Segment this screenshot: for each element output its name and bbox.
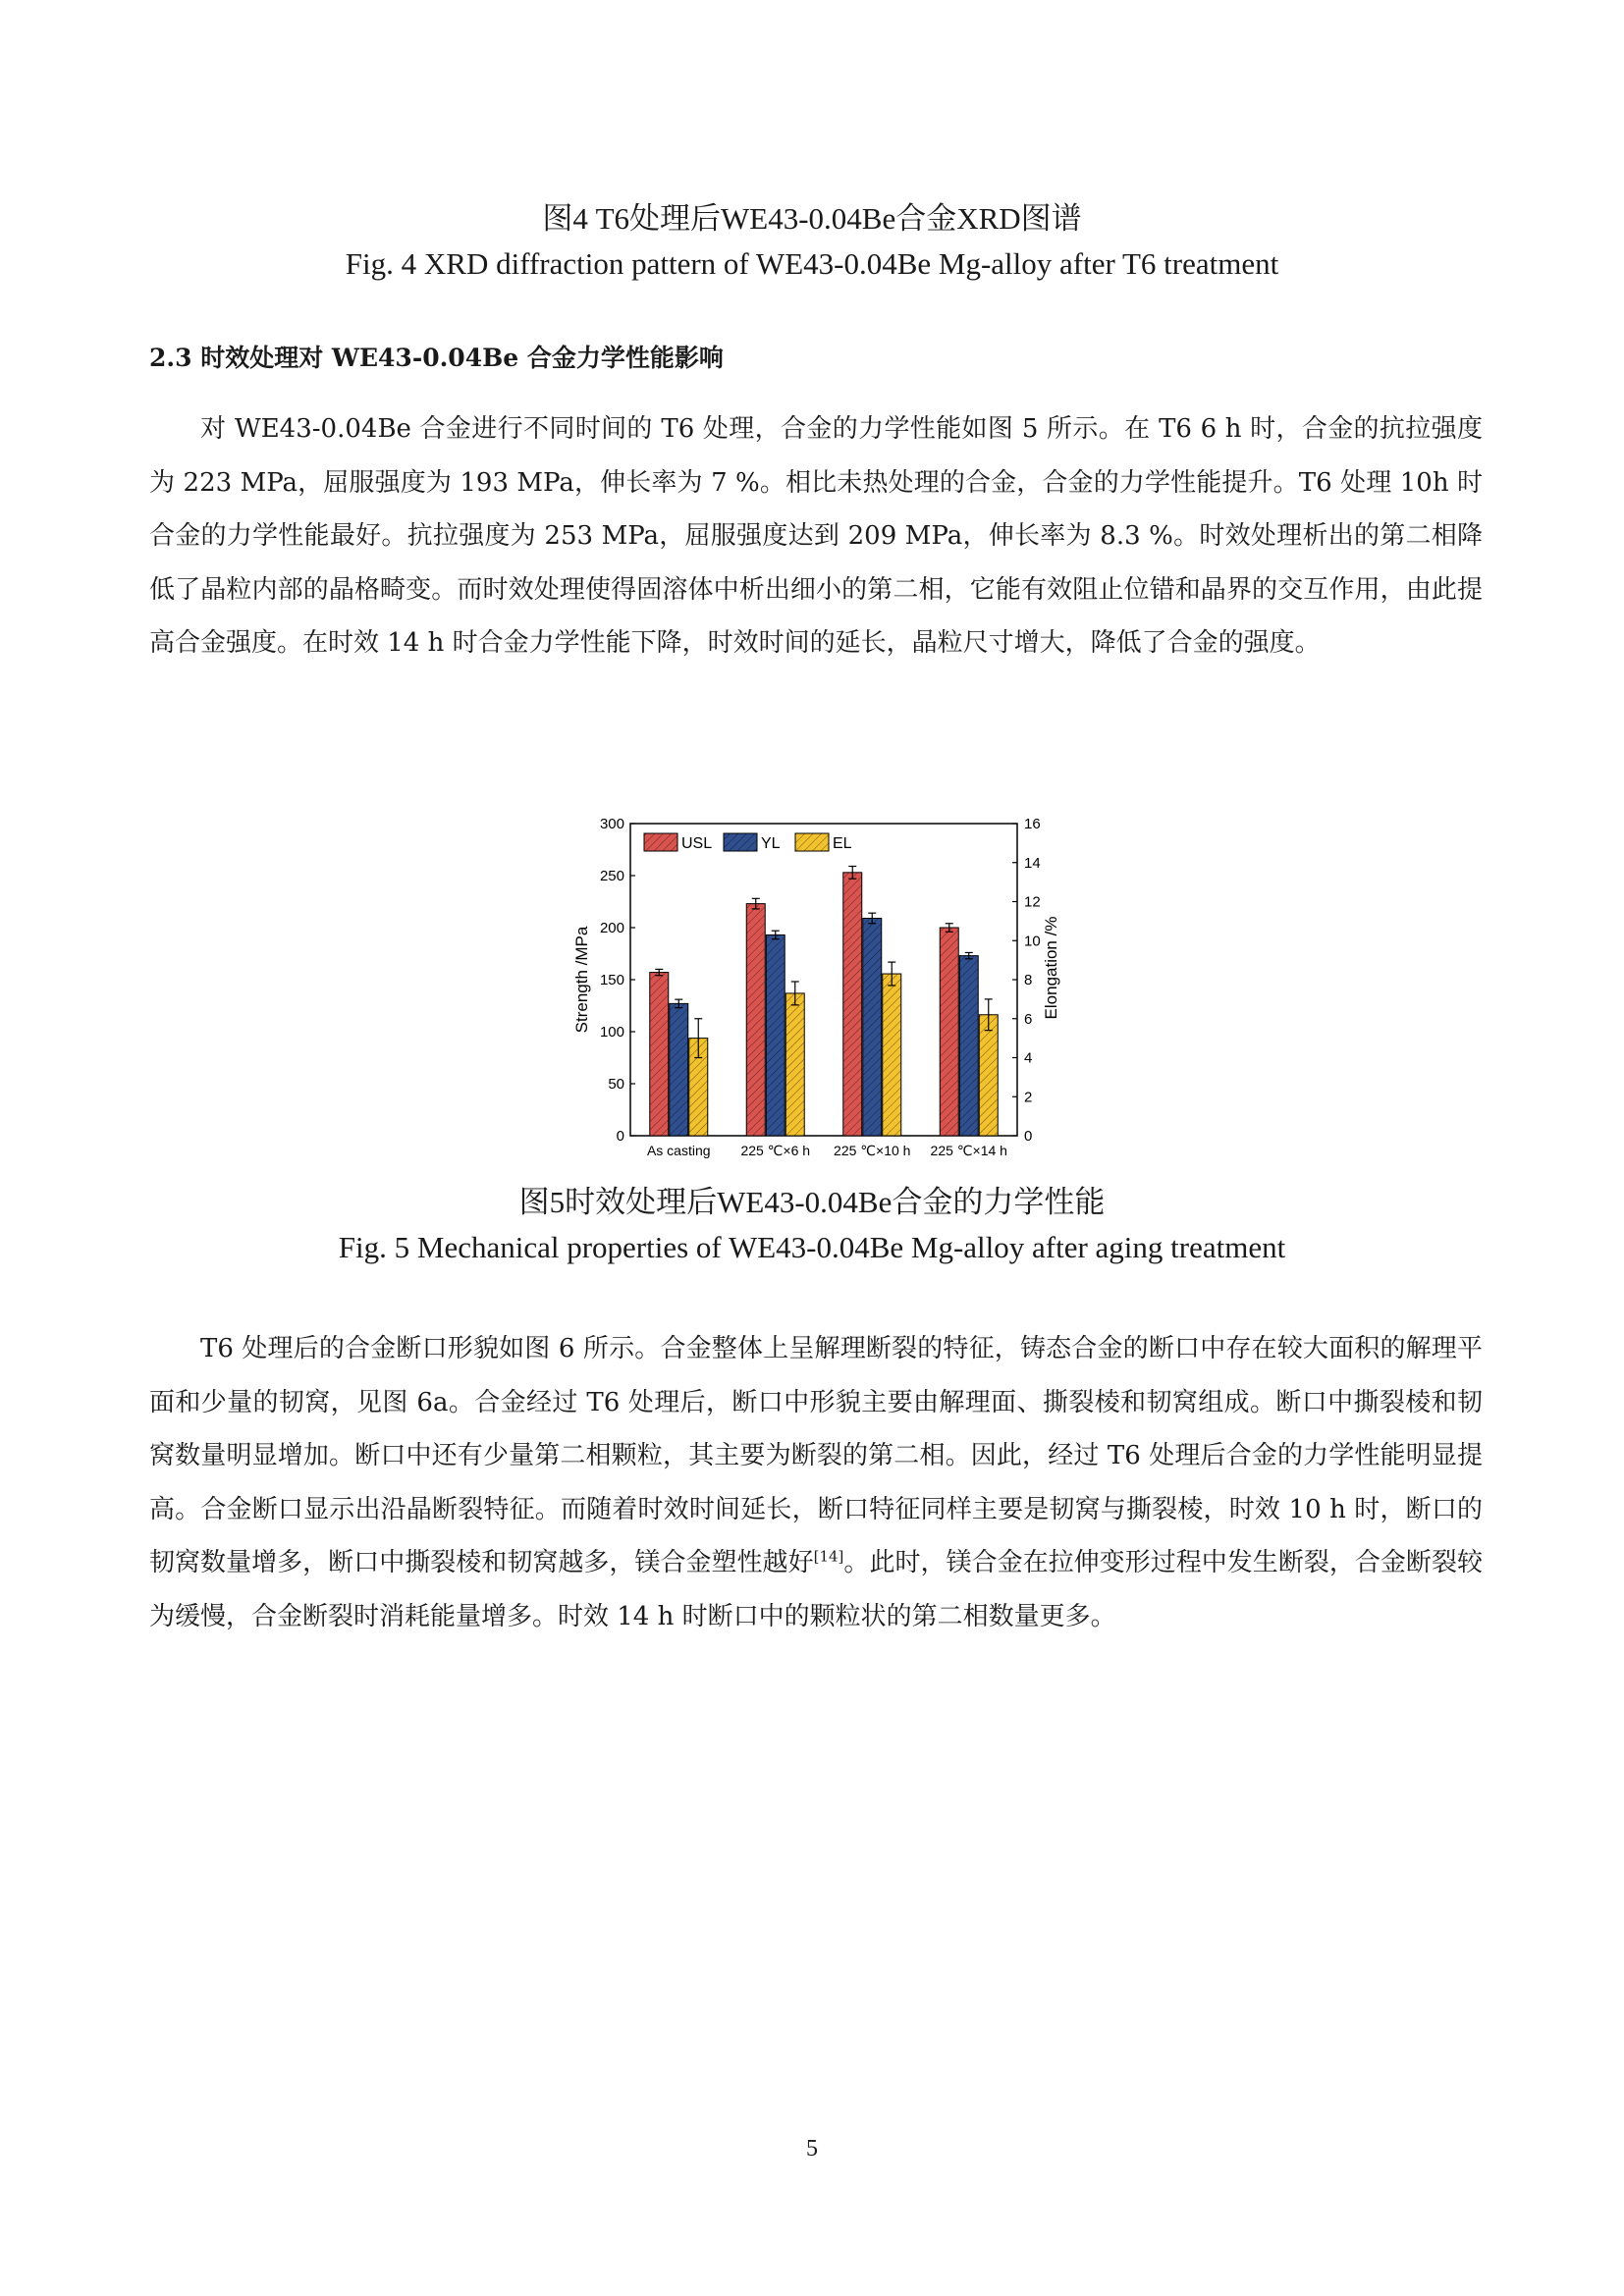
y-left-tick-label: 100 [599, 1024, 624, 1041]
y-right-tick-label: 2 [1024, 1089, 1033, 1106]
x-tick-label: 225 ℃×10 h [834, 1143, 911, 1158]
legend-hatch [795, 833, 829, 851]
x-tick-label: As casting [646, 1143, 711, 1158]
legend-label-usl: USL [681, 835, 713, 852]
x-tick-label: 225 ℃×14 h [930, 1143, 1007, 1158]
y-right-tick-label: 14 [1024, 854, 1041, 872]
y-left-tick-label: 200 [599, 920, 624, 936]
bar-hatch [746, 904, 765, 1136]
bar-hatch [940, 928, 958, 1136]
y-left-tick-label: 0 [616, 1128, 624, 1145]
fig5-caption-cn: 图5时效处理后WE43-0.04Be合金的力学性能 [518, 1185, 1106, 1219]
bar-hatch [766, 934, 785, 1136]
y-left-tick-label: 300 [599, 816, 624, 832]
bar-hatch [650, 973, 669, 1136]
y-left-tick-label: 250 [599, 868, 624, 884]
fig4-caption-en: Fig. 4 XRD diffraction pattern of WE43-0.04Be Mg-alloy after T6 treatment [345, 246, 1279, 281]
paragraph-mechanical-properties [149, 402, 1483, 670]
paragraph-2-text [149, 1322, 1483, 1643]
page-number: 5 [806, 2136, 818, 2162]
y-left-tick-label: 150 [599, 972, 624, 988]
bar-hatch [863, 918, 882, 1136]
x-tick-label: 225 ℃×6 h [740, 1143, 811, 1158]
fig5-caption-en: Fig. 5 Mechanical properties of WE43-0.04Be Mg-alloy after aging treatment [338, 1230, 1286, 1264]
bar-hatch [959, 956, 978, 1136]
y-right-tick-label: 4 [1024, 1049, 1033, 1067]
paragraph-2-tail: 。此时，镁合金在拉伸变形过程中发生断裂，合金断裂较为缓慢，合金断裂时消耗能量增多。时效 14 h 时断口中的颗粒状的第二相数量更多。 [149, 1548, 1483, 1631]
fig5-chart [550, 805, 1060, 1168]
y-right-tick-label: 16 [1024, 816, 1041, 832]
bar-hatch [979, 1015, 998, 1136]
y-right-tick-label: 8 [1024, 972, 1033, 988]
reference-14: [14] [813, 1547, 844, 1566]
bar-hatch [670, 1003, 688, 1136]
y-right-tick-label: 10 [1024, 933, 1041, 950]
y-left-axis-label: Strength /MPa [572, 926, 591, 1034]
bar-hatch [883, 974, 901, 1136]
bar-hatch [785, 993, 804, 1136]
legend-label-yl: YL [761, 835, 781, 852]
y-right-tick-label: 12 [1024, 893, 1041, 911]
legend-hatch [644, 833, 677, 851]
y-right-axis-label: Elongation /% [1042, 916, 1060, 1020]
legend-hatch [724, 833, 757, 851]
section-heading: 2.3 时效处理对 WE43-0.04Be 合金力学性能影响 [149, 344, 724, 372]
y-right-tick-label: 6 [1024, 1010, 1033, 1028]
paragraph-1-text: 对 WE43-0.04Be 合金进行不同时间的 T6 处理，合金的力学性能如图 5 所示。在 T6 6 h 时，合金的抗拉强度为 223 MPa，屈服强度为 193 MPa，伸长率为 7 %。相比未热处理的合金，合金的力学性能提升。T6 处理 10h 时合金的力学性能最好。抗拉强度为 253 MPa，屈服强度达到 209 MPa，伸长率为 8.3 %。时效处理析出的第二相降低了晶粒内部的晶格畸变。而时效处理使得固溶体中析出细小的第二相，它能有效阻止位错和晶界的交互作用，由此提高合金强度。在时效 14 h 时合金力学性能下降，时效时间的延长，晶粒尺寸增大，降低了合金的强度。 [149, 414, 1483, 658]
bar-hatch [843, 873, 862, 1136]
fig4-caption-cn: 图4 T6处理后WE43-0.04Be合金XRD图谱 [542, 201, 1082, 236]
paragraph-fracture-morphology [149, 1322, 1483, 1643]
fig5-chart-svg [550, 805, 1060, 1168]
y-left-tick-label: 50 [608, 1076, 624, 1093]
paragraph-2-main: T6 处理后的合金断口形貌如图 6 所示。合金整体上呈解理断裂的特征，铸态合金的断口中存在较大面积的解理平面和少量的韧窝，见图 6a。合金经过 T6 处理后，断口中形貌主要由解理面、撕裂棱和韧窝组成。断口中撕裂棱和韧窝数量明显增加。断口中还有少量第二相颗粒，其主要为断裂的第二相。因此，经过 T6 处理后合金的力学性能明显提高。合金断口显示出沿晶断裂特征。而随着时效时间延长，断口特征同样主要是韧窝与撕裂棱，时效 10 h 时，断口的韧窝数量增多，断口中撕裂棱和韧窝越多，镁合金塑性越好 [149, 1334, 1483, 1577]
legend-label-el: EL [833, 835, 852, 852]
y-right-tick-label: 0 [1024, 1128, 1033, 1145]
